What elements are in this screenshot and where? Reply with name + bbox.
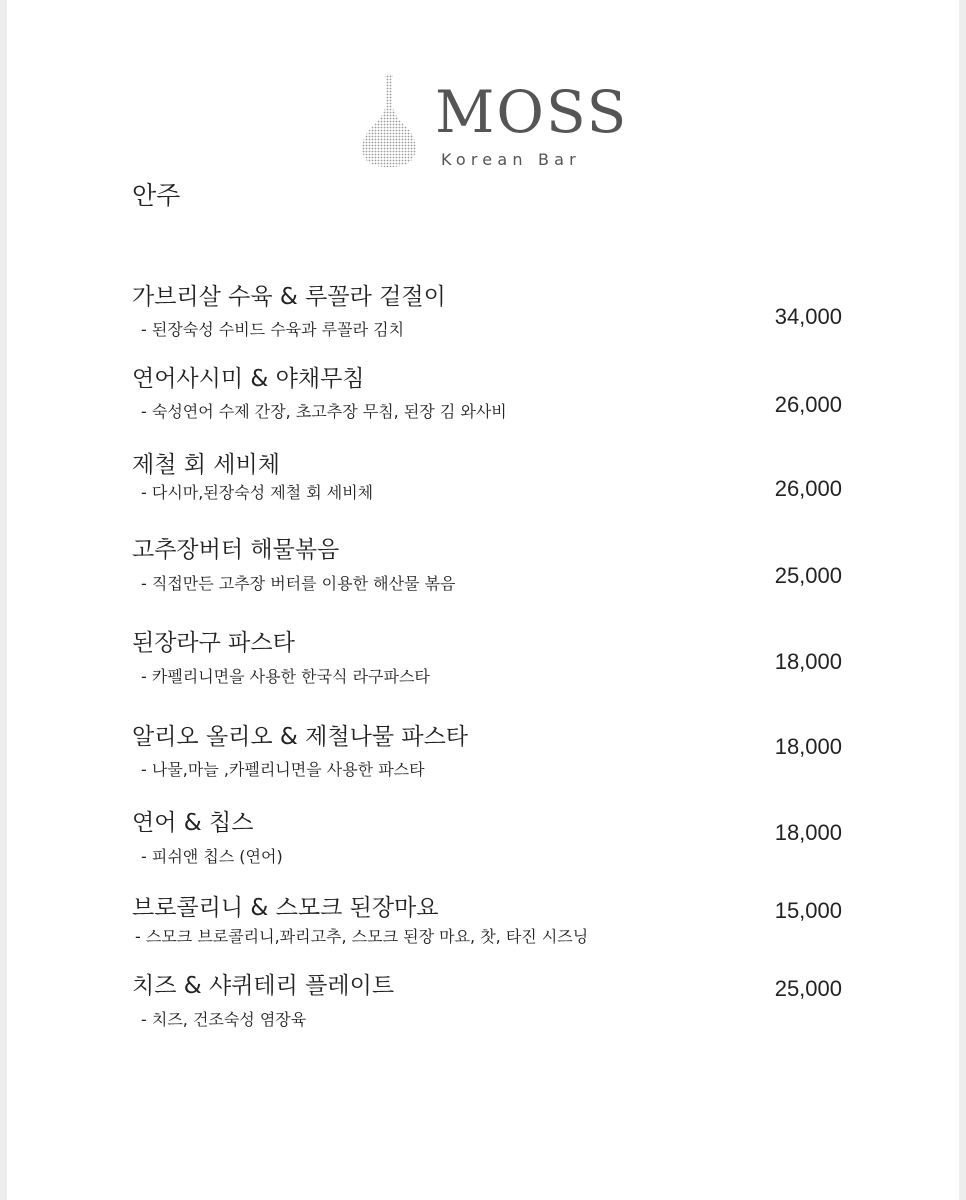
item-name: 연어 & 칩스: [132, 810, 254, 836]
item-price: 25,000: [774, 976, 842, 1001]
item-name: 브로콜리니 & 스모크 된장마요: [132, 895, 439, 921]
item-price: 18,000: [774, 649, 842, 674]
item-name: 된장라구 파스타: [132, 630, 295, 656]
item-name: 제철 회 세비체: [132, 452, 280, 478]
item-description: - 스모크 브로콜리니,꽈리고추, 스모크 된장 마요, 찻, 타진 시즈닝: [135, 927, 589, 946]
item-price: 26,000: [774, 392, 842, 417]
moss-logo: [359, 72, 629, 172]
item-name: 가브리살 수육 & 루꼴라 겉절이: [132, 284, 446, 310]
item-description: - 숙성연어 수제 간장, 초고추장 무침, 된장 김 와사비: [141, 402, 507, 421]
item-description: - 다시마,된장숙성 제철 회 세비체: [141, 483, 374, 502]
logo-subtitle: Korean Bar: [441, 150, 581, 169]
menu-page: [7, 0, 959, 1200]
section-title: 안주: [132, 181, 181, 210]
item-description: - 치즈, 건조숙성 염장육: [141, 1010, 307, 1029]
item-name: 알리오 올리오 & 제철나물 파스타: [132, 724, 469, 750]
item-price: 25,000: [774, 563, 842, 588]
item-description: - 된장숙성 수비드 수육과 루꼴라 김치: [141, 320, 405, 339]
item-description: - 피쉬앤 칩스 (연어): [141, 847, 283, 866]
vase-icon: [359, 72, 419, 168]
item-price: 15,000: [774, 898, 842, 923]
item-name: 연어사시미 & 야채무침: [132, 366, 365, 392]
item-description: - 직접만든 고추장 버터를 이용한 해산물 볶음: [141, 574, 456, 593]
item-description: - 나물,마늘 ,카펠리니면을 사용한 파스타: [141, 760, 425, 779]
item-description: - 카펠리니면을 사용한 한국식 라구파스타: [141, 667, 430, 686]
item-price: 18,000: [774, 820, 842, 845]
item-price: 18,000: [774, 734, 842, 759]
item-price: 34,000: [774, 304, 842, 329]
item-name: 고추장버터 해물볶음: [132, 537, 340, 563]
item-name: 치즈 & 샤퀴테리 플레이트: [132, 973, 395, 999]
logo-wordmark: MOSS: [435, 78, 629, 146]
item-price: 26,000: [774, 476, 842, 501]
